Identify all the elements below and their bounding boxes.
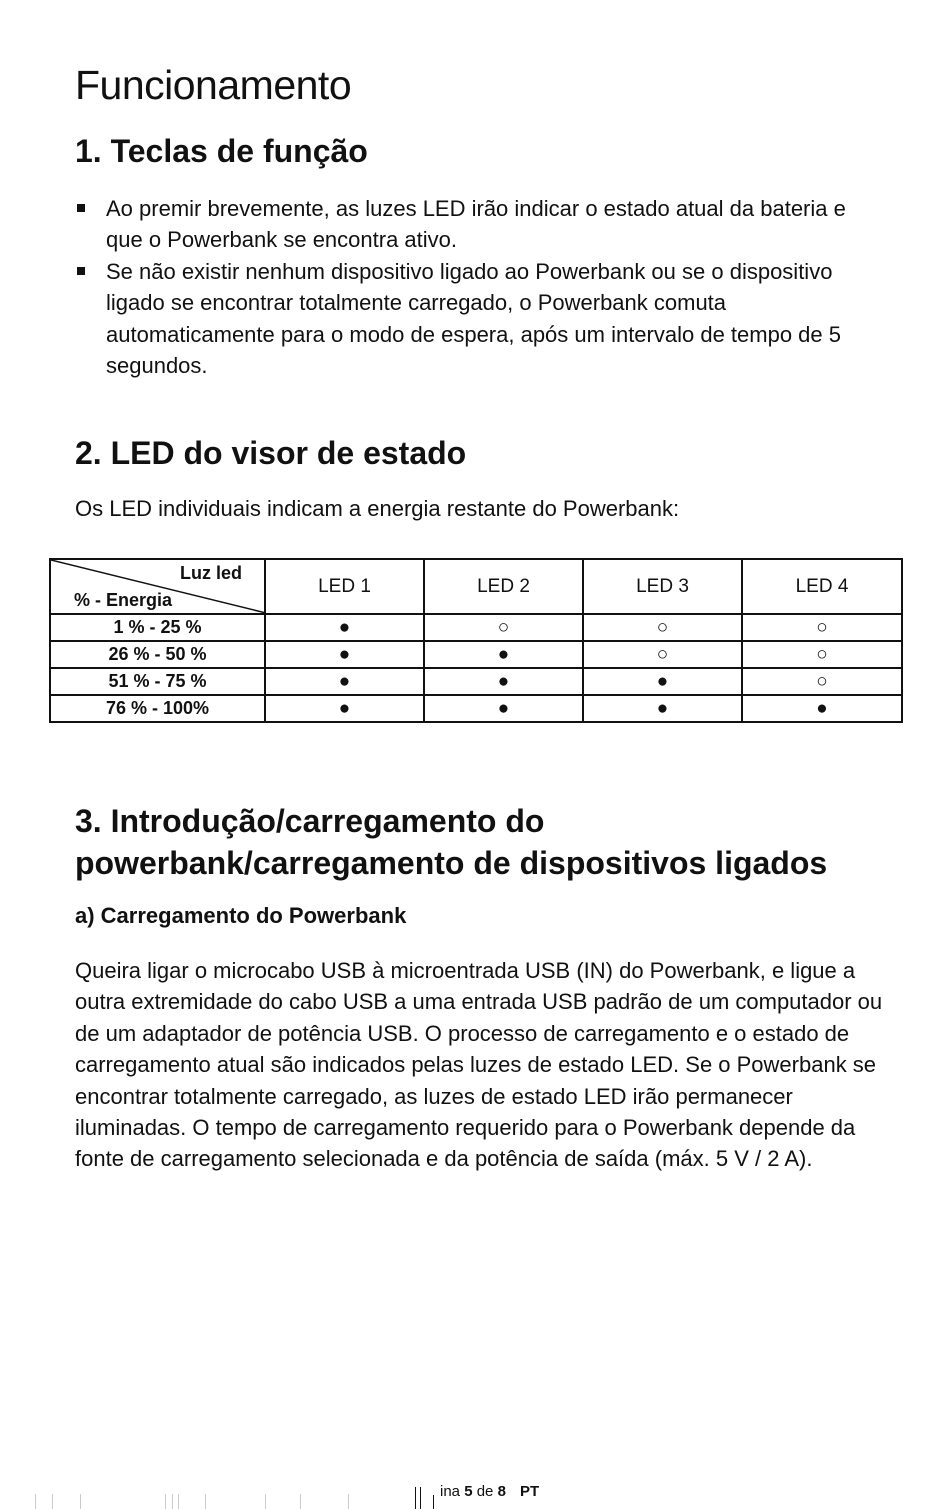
led-state-cell: ●: [265, 695, 424, 722]
section-3-heading-line-2: powerbank/carregamento de dispositivos ligados: [75, 845, 828, 881]
led-state-cell: ●: [424, 641, 583, 668]
current-page: 5: [464, 1483, 473, 1500]
language-code: PT: [520, 1483, 540, 1500]
led-state-cell: ●: [265, 641, 424, 668]
led-state-cell: ○: [424, 614, 583, 641]
corner-label-led: Luz led: [180, 563, 242, 583]
column-header-led-3: LED 3: [583, 559, 742, 614]
table-row: [50, 614, 902, 641]
column-header-led-4: LED 4: [742, 559, 902, 614]
page-footer: [0, 1480, 950, 1509]
page-number: [440, 1483, 506, 1500]
led-state-cell: ●: [742, 695, 902, 722]
page-separator: de: [476, 1483, 494, 1500]
section-3-heading-line-1: 3. Introdução/carregamento do: [75, 803, 545, 839]
list-item-text: Ao premir brevemente, as luzes LED irão indicar o estado atual da bateria e que o Powerbank se encontra ativo.: [106, 196, 846, 253]
led-state-cell: ●: [265, 668, 424, 695]
section-3-heading: [75, 800, 827, 884]
row-label: 76 % - 100%: [50, 695, 265, 722]
table-row: [50, 668, 902, 695]
row-label: 51 % - 75 %: [50, 668, 265, 695]
led-state-cell: ○: [742, 614, 902, 641]
row-label: 1 % - 25 %: [50, 614, 265, 641]
column-header-led-1: LED 1: [265, 559, 424, 614]
table-header-row: [50, 559, 902, 614]
square-bullet-icon: [77, 204, 85, 212]
led-state-cell: ●: [583, 695, 742, 722]
led-state-cell: ●: [265, 614, 424, 641]
page-label: ina: [440, 1483, 461, 1500]
column-header-led-2: LED 2: [424, 559, 583, 614]
total-pages: 8: [497, 1483, 506, 1500]
table-row: [50, 641, 902, 668]
led-state-cell: ●: [424, 668, 583, 695]
table-corner-cell: [50, 559, 265, 614]
list-item: [75, 193, 885, 256]
led-state-cell: ○: [742, 668, 902, 695]
list-item-text: Se não existir nenhum dispositivo ligado ao Powerbank ou se o dispositivo ligado se encontrar totalmente carregado, o Powerbank comuta automaticamente para o modo de espera, após um intervalo de tempo de 5 segundos.: [106, 258, 842, 379]
led-state-cell: ○: [742, 641, 902, 668]
led-intro-text: Os LED individuais indicam a energia restante do Powerbank:: [75, 496, 680, 521]
corner-label-energy: % - Energia: [74, 590, 173, 610]
led-state-cell: ○: [583, 641, 742, 668]
led-state-cell: ●: [583, 668, 742, 695]
page-title: Funcionamento: [75, 62, 352, 108]
table-row: [50, 695, 902, 722]
function-keys-list: [75, 193, 885, 381]
led-state-cell: ●: [424, 695, 583, 722]
section-1-heading: 1. Teclas de função: [75, 133, 368, 169]
square-bullet-icon: [77, 267, 85, 275]
led-state-cell: ○: [583, 614, 742, 641]
subsection-a-heading: a) Carregamento do Powerbank: [75, 903, 407, 928]
led-status-table: [49, 558, 903, 723]
list-item: [75, 256, 885, 382]
row-label: 26 % - 50 %: [50, 641, 265, 668]
section-2-heading: 2. LED do visor de estado: [75, 435, 467, 471]
charging-paragraph: Queira ligar o microcabo USB à microentrada USB (IN) do Powerbank, e ligue a outra extremidade do cabo USB a uma entrada USB padrão de um computador ou de um adaptador de potência USB. O processo de carregamento e o estado de carregamento atual são indicados pelas luzes de estado LED. Se o Powerbank se encontrar totalmente carregado, as luzes de estado LED irão permanecer iluminadas. O tempo de carregamento requerido para o Powerbank depende da fonte de carregamento selecionada e da potência de saída (máx. 5 V / 2 A).: [75, 958, 883, 1172]
